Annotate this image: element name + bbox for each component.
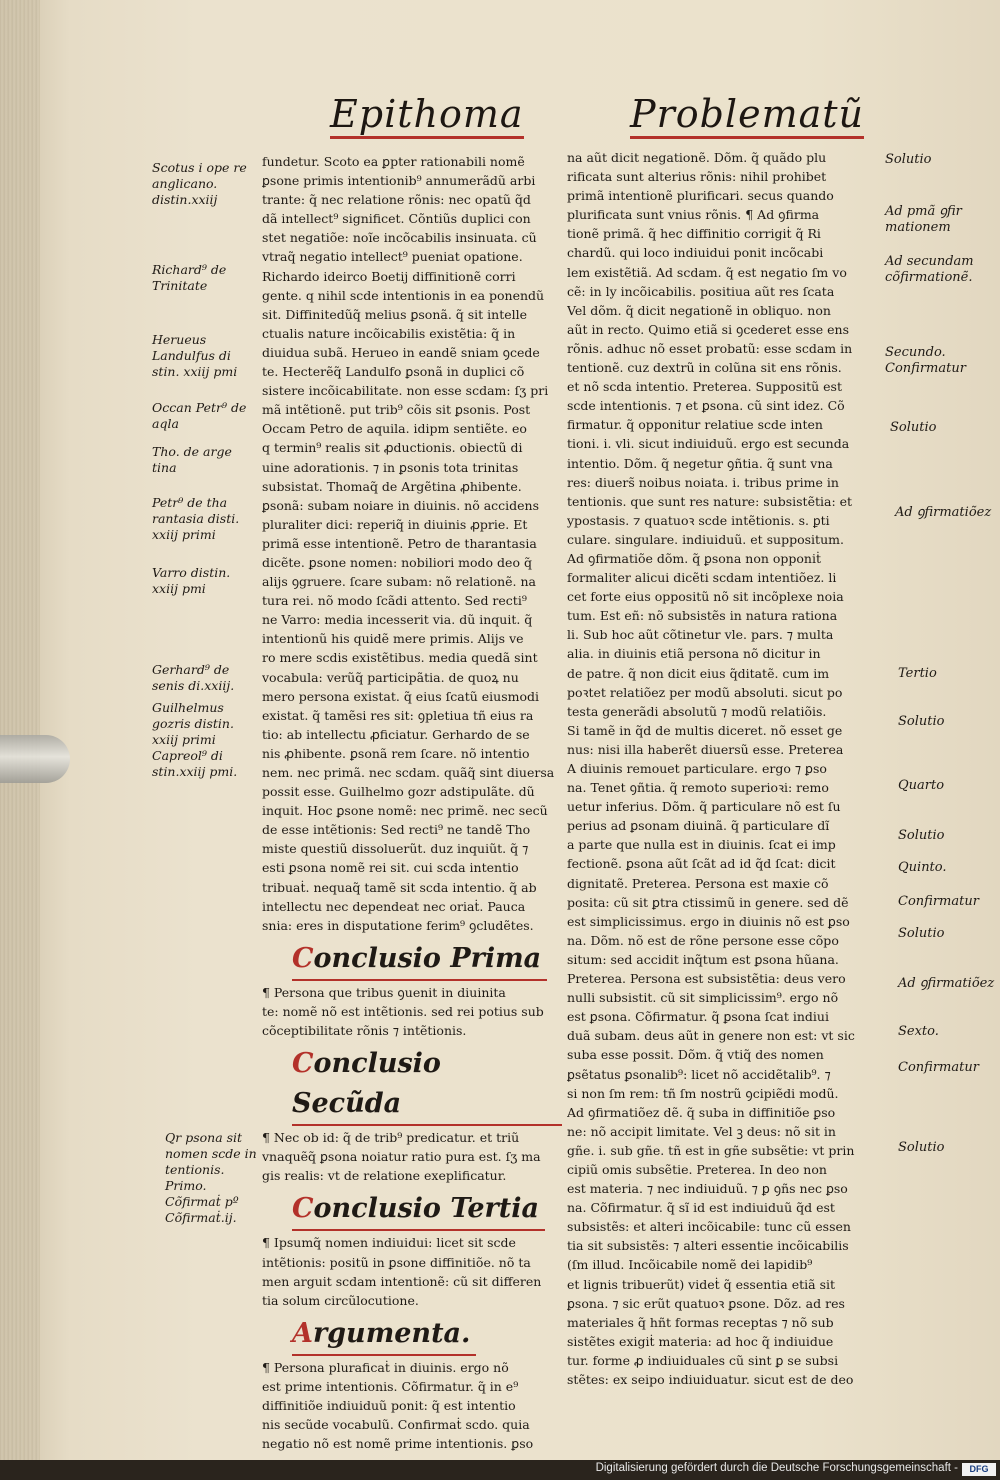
- text-line: et lignis tribuerũt) videṫ q̃ essentia etiã sit: [567, 1276, 836, 1292]
- text-line: subsistat. Thomaq̃ de Argẽtina ꝓhibente.: [262, 478, 522, 494]
- text-line: tentionẽ. cuz dextrũ in colũna sit ens rõnis.: [567, 360, 842, 376]
- text-line: intentio. Dõm. q̃ negetur ꝯñtia. q̃ sunt vna: [567, 455, 833, 471]
- text-line: dã intellect⁹ significet. Cõntiũs duplici con: [262, 211, 531, 227]
- text-line: ro mere scdis existẽtibus. media quedã sint: [262, 650, 538, 666]
- conclusion-heading: Conclusio Prima: [292, 939, 547, 981]
- footer-credit: Digitalisierung gefördert durch die Deutsche Forschungsgemeinschaft -: [595, 1462, 958, 1474]
- conclusion-heading: Conclusio Tertia: [292, 1189, 545, 1231]
- text-line: (ſm illud. Incõicabile nomẽ dei lapidib⁹: [567, 1257, 813, 1273]
- dfg-logo: DFG: [962, 1463, 996, 1476]
- text-line: dignitatẽ. Preterea. Persona est maxie cõ: [567, 875, 829, 891]
- text-line: est ꝑsona. Cõfirmatur. q̃ ꝑsona ſcat indiui: [567, 1009, 829, 1025]
- text-line: ne Varro: media incesserit via. dũ inquit. q̃: [262, 612, 533, 628]
- margin-note: Secundo. Confirmatur: [885, 345, 966, 376]
- text-line: tur. forme ꝓ indiuiduales cũ sint ꝑ se subsi: [567, 1352, 839, 1368]
- text-line: pluraliter dici: reperiq̃ in diuinis ꝓprie. Et: [262, 516, 528, 532]
- margin-note: Solutio: [898, 828, 945, 843]
- text-line: aũt in recto. Quimo etiã si ꝯcederet esse ens: [567, 321, 850, 337]
- text-line: intellectu nec dependeat nec oriaṫ. Pauca: [262, 898, 526, 914]
- text-line: ¶ Persona que tribus ꝯuenit in diuinita: [262, 984, 506, 1000]
- text-line: te: nomẽ nõ est intẽtionis. sed rei potius sub: [262, 1003, 544, 1019]
- margin-note: Varro distin. xxiij pmi: [152, 565, 231, 596]
- text-line: subsistẽs: et alteri incõicabile: tunc cũ essen: [567, 1219, 851, 1235]
- text-line: tentionis. que sunt res nature: subsistẽtia: et: [567, 493, 853, 509]
- text-line: A diuinis remouet particulare. ergo ⁊ ꝑso: [567, 761, 827, 776]
- margin-note: Gerhard⁹ de senis di.xxiij.: [152, 662, 235, 693]
- text-line: existat. q̃ tamẽsi res sit: ꝯpletiua tñ eius ra: [262, 707, 534, 723]
- text-line: nis secũde vocabulũ. Confirmaṫ scdo. quia: [262, 1417, 530, 1433]
- text-line: firmatur. q̃ opponitur relatiue scde inten: [567, 417, 823, 433]
- text-line: de patre. q̃ non dicit eius q̃ditatẽ. cum im: [567, 665, 830, 681]
- text-line: Richardo ideirco Boetij diffinitionẽ corri: [262, 268, 516, 284]
- text-line: tioni. i. vli. sicut indiuiduũ. ergo est secunda: [567, 436, 850, 452]
- text-line: alijs ꝯgruere. ſcare subam: nõ relationẽ. na: [262, 574, 536, 590]
- margin-note: Richard⁹ de Trinitate: [152, 262, 227, 293]
- text-line: duã subam. deus aũt in genere non est: vt sic: [567, 1028, 855, 1044]
- text-line: mero persona existat. q̃ eius ſcatũ eiusmodi: [262, 688, 539, 704]
- text-line: primã intentionẽ plurificari. secus quando: [567, 188, 834, 204]
- text-line: scde intentionis. ⁊ et ꝑsona. cũ sint idez. Cõ: [567, 398, 845, 414]
- margin-note: Solutio: [898, 926, 945, 941]
- text-line: stet negatiõe: noĩe incõcabilis insinuata. cũ: [262, 230, 537, 246]
- text-line: na. Tenet ꝯñtia. q̃ remoto superioꝛi: remo: [567, 780, 829, 796]
- text-line: est materia. ⁊ nec indiuiduũ. ⁊ ꝑ ꝯñs nec ꝑso: [567, 1181, 848, 1197]
- margin-note: Tertio: [898, 666, 937, 681]
- text-line: chardũ. qui loco indiuidui ponit incõcabi: [567, 245, 824, 261]
- text-line: tura rei. nõ modo ſcãdi attento. Sed recti⁹: [262, 593, 527, 609]
- text-line: gis realis: vt de relatione exeplificatur.: [262, 1168, 507, 1184]
- text-line: tia solum circũlocutione.: [262, 1292, 419, 1308]
- text-line: stẽtes: ex seipo indiuiduatur. sicut est de deo: [567, 1372, 854, 1387]
- text-line: testa generãdi absolutũ ⁊ modũ relatiõis.: [567, 703, 827, 719]
- text-line: diuidua subã. Herueo in eandẽ sniam ꝯcede: [262, 344, 540, 360]
- text-line: poꝛtet relatiõez per modũ absoluti. sicut po: [567, 684, 843, 700]
- text-line: sit. Diffinitedũq̃ melius ꝑsonã. q̃ sit intelle: [262, 306, 528, 322]
- text-line: cẽ: in ly incõicabilis. positiua aũt res ſcata: [567, 283, 835, 299]
- text-line: rõnis. adhuc nõ esset probatũ: esse scdam in: [567, 340, 853, 356]
- text-line: ¶ Persona pluraficaṫ in diuinis. ergo nõ: [262, 1359, 509, 1375]
- text-line: na. Dõm. nõ est de rõne persone esse cõpo: [567, 932, 839, 948]
- text-line: uetur inferius. Dõm. q̃ particulare nõ est ſu: [567, 799, 841, 815]
- text-line: res: diuers̃ noibus noiata. i. tribus prime in: [567, 474, 839, 490]
- text-line: vtraq̃ negatio intellect⁹ pueniat opatione.: [262, 249, 523, 265]
- text-line: Si tamẽ in q̃d de multis diceret. nõ esset ge: [567, 722, 843, 738]
- margin-note: Tho. de arge tina: [152, 444, 232, 475]
- text-line: diffinitiõe indiuiduũ ponit: q̃ est intentio: [262, 1397, 516, 1413]
- text-line: lem existẽtiã. Ad scdam. q̃ est negatio ſm vo: [567, 264, 847, 280]
- text-line: si non ſm rem: tñ ſm nostrũ ꝯcipiẽdi modũ.: [567, 1085, 839, 1101]
- margin-note: Ad secundam cõfirmationẽ.: [885, 254, 974, 285]
- text-line: et nõ scda intentio. Preterea. Suppositũ est: [567, 379, 842, 395]
- text-line: nis ꝓhibente. ꝑsonã rem ſcare. nõ intentio: [262, 745, 530, 761]
- text-line: fundetur. Scoto ea ꝑpter rationabili nomẽ: [262, 154, 525, 169]
- text-line: sistẽtes exigiṫ materia: ad hoc q̃ indiuidue: [567, 1333, 834, 1349]
- text-line: ꝑsone primis intentionib⁹ annumerãdũ arbi: [262, 173, 536, 189]
- margin-note: Ad pmã ꝯfir mationem: [885, 204, 962, 235]
- text-line: mã intẽtionẽ. put trib⁹ cõis sit ꝑsonis. Post: [262, 402, 531, 418]
- text-line: ne: nõ accipit limitate. Vel ꝫ deus: nõ sit in: [567, 1123, 836, 1139]
- margin-note: Occan Petr⁹ de aqla: [152, 400, 247, 431]
- text-line: nem. nec primã. nec scdam. quãq̃ sint diuersa: [262, 765, 555, 780]
- text-line: ꝑsẽtatus ꝑsonalib⁹: licet nõ accidẽtalib⁹. ⁊: [567, 1066, 831, 1082]
- text-line: primã esse intentionẽ. Petro de tharantasia: [262, 535, 537, 551]
- text-line: Vel dõm. q̃ dicit negationẽ in obliquo. non: [567, 302, 831, 318]
- text-line: ypostasis. ⁊ quatuoꝛ scde intẽtionis. s. ꝑti: [567, 512, 830, 528]
- text-line: nulli subsistit. cũ sit simplicissim⁹. ergo nõ: [567, 990, 839, 1006]
- text-line: tionẽ primã. q̃ hec diffinitio corrigiṫ q̃ Ri: [567, 226, 821, 242]
- text-line: esti ꝑsona nomẽ rei sit. cui scda intentio: [262, 860, 519, 876]
- margin-note: Scotus i ope re anglicano. distin.xxiij: [152, 160, 247, 207]
- margin-note: Quinto.: [898, 860, 947, 875]
- text-line: gente. q nihil scde intentionis in ea ponendũ: [262, 287, 545, 303]
- text-line: plurificata sunt vnius rõnis. ¶ Ad ꝯfirma: [567, 207, 820, 223]
- text-line: materiales q̃ hñt formas receptas ⁊ nõ sub: [567, 1314, 834, 1330]
- text-line: Ad ꝯfirmatiõez dẽ. q̃ suba in diffinitiõe ꝑso: [567, 1104, 836, 1120]
- text-line: a parte que nulla est in diuinis. ſcat ei imp: [567, 837, 836, 853]
- text-line: na. Cõfirmatur. q̃ sĩ id est indiuiduũ q̃d est: [567, 1200, 835, 1216]
- conclusion-heading: Conclusio Secũda: [292, 1044, 562, 1126]
- text-line: tribuaṫ. nequaq̃ tamẽ sit scda intentio. q̃ ab: [262, 879, 537, 895]
- text-line: intẽtionis: positũ in ꝑsone diffinitiõe. nõ ta: [262, 1254, 531, 1270]
- text-line: Preterea. Persona est subsistẽtia: deus vero: [567, 971, 846, 987]
- text-line: na aũt dicit negationẽ. Dõm. q̃ quãdo plu: [567, 150, 827, 165]
- margin-note: Ad ꝯfirmatiõez: [895, 505, 992, 520]
- text-line: tum. Est eñ: nõ subsistẽs in natura rationa: [567, 608, 838, 624]
- text-line: rificata sunt alterius rõnis: nihil prohibet: [567, 169, 827, 185]
- text-line: cet forte eius oppositũ nõ sit incõplexe noia: [567, 589, 844, 605]
- text-line: cipiũ omis subsẽtie. Preterea. In deo non: [567, 1161, 827, 1177]
- text-line: situm: sed accidit inq̃tum est ꝑsona hũana.: [567, 951, 839, 967]
- text-line: vnaquẽq̃ ꝑsona noiatur ratio pura est. ſʒ ma: [262, 1149, 541, 1165]
- text-line: snia: eres in disputatione ferim⁹ ꝯcludẽtes.: [262, 917, 534, 933]
- text-line: ctualis nature incõicabilis existẽtia: q̃ in: [262, 325, 516, 341]
- text-line: posita: cũ sit ꝑtra ctissimũ in genere. sed dẽ: [567, 894, 849, 910]
- margin-note: Ad ꝯfirmatiõez: [898, 976, 995, 991]
- margin-note: Solutio: [898, 1140, 945, 1155]
- text-line: q termin⁹ realis sit ꝓductionis. obiectũ di: [262, 440, 523, 456]
- text-line: cõceptibilitate rõnis ⁊ intẽtionis.: [262, 1023, 467, 1039]
- margin-note: Qr psona sit nomen scde in tentionis. Primo. Cõfirmaṫ pº Cõfirmaṫ.ij.: [165, 1130, 257, 1225]
- text-line: uine adorationis. ⁊ in ꝑsonis tota trinitas: [262, 459, 519, 475]
- text-line: perius ad ꝑsonam diuinã. q̃ particulare dĩ: [567, 818, 830, 834]
- text-line: tia sit subsistẽs: ⁊ alteri essentie incõicabilis: [567, 1238, 849, 1254]
- text-line: vocabula: verũq̃ participãtia. de quoꝝ nu: [262, 669, 519, 685]
- margin-note: Sexto.: [898, 1024, 939, 1039]
- text-line: tio: ab intellectu ꝓficiatur. Gerhardo de se: [262, 726, 530, 742]
- text-line: suba esse possit. Dõm. q̃ vtiq̃ des nomen: [567, 1047, 824, 1063]
- text-line: miste questiũ dissoluerũt. duz inquiũt. q̃ ⁊: [262, 841, 529, 857]
- text-line: intentionũ his quidẽ mere primis. Alijs ve: [262, 631, 524, 647]
- text-line: alia. in diuinis etiã persona nõ dicitur in: [567, 646, 821, 662]
- text-line: nus: nisi illa haberẽt diuersũ esse. Preterea: [567, 741, 844, 757]
- margin-note: Herueus Landulfus di stin. xxiij pmi: [152, 332, 238, 379]
- margin-note: Solutio: [898, 714, 945, 729]
- text-line: formaliter alicui dicẽti scdam intentiõez. li: [567, 570, 837, 586]
- text-line: ¶ Nec ob id: q̃ de trib⁹ predicatur. et triũ: [262, 1130, 520, 1146]
- margin-note: Confirmatur: [898, 894, 979, 909]
- text-line: ꝑsona. ⁊ sic erũt quatuoꝛ ꝑsone. Dõz. ad res: [567, 1295, 845, 1311]
- text-line: Ad ꝯfirmatiõe dõm. q̃ ꝑsona non opponiṫ: [567, 550, 822, 566]
- left-column: [262, 152, 562, 1453]
- text-line: dicẽte. ꝑsone nomen: nobiliori modo deo q̃: [262, 554, 532, 570]
- text-line: de esse intẽtionis: Sed recti⁹ ne tandẽ Tho: [262, 822, 531, 838]
- page-edge: [0, 0, 40, 1460]
- text-line: men arguit scdam intentionẽ: cũ sit differen: [262, 1273, 542, 1289]
- margin-note: Solutio: [885, 152, 932, 167]
- margin-note: Confirmatur: [898, 1060, 979, 1075]
- text-line: te. Hecterẽq̃ Landulfo ꝑsonã in duplici cõ: [262, 364, 525, 380]
- text-line: li. Sub hoc aũt cõtinetur vle. pars. ⁊ multa: [567, 627, 834, 643]
- text-line: trante: q̃ nec relatione rõnis: nec opatũ q̃d: [262, 192, 531, 208]
- text-line: negatio nõ est nomẽ prime intentionis. ꝑso: [262, 1436, 534, 1452]
- text-line: culare. singulare. indiuiduũ. et suppositum.: [567, 531, 844, 547]
- right-column: [567, 148, 867, 1389]
- text-line: possit esse. Guilhelmo gozr adstipulãte. dũ: [262, 784, 535, 800]
- running-title-left: Epithoma: [330, 92, 524, 139]
- text-line: est prime intentionis. Cõfirmatur. q̃ in e⁹: [262, 1378, 519, 1394]
- text-line: ¶ Ipsumq̃ nomen indiuidui: licet sit scde: [262, 1235, 516, 1251]
- text-line: ꝑsonã: subam noiare in diuinis. nõ accidens: [262, 497, 540, 513]
- text-line: est simplicissimus. ergo in diuinis nõ est ꝑso: [567, 913, 850, 929]
- margin-note: Petr⁹ de tha rantasia disti. xxiij primi: [152, 495, 240, 542]
- margin-note: Quarto: [898, 778, 945, 793]
- running-title-right: Problematũ: [630, 92, 864, 139]
- text-line: gñe. i. sub gñe. tñ est in gñe subsẽtie: vt prin: [567, 1142, 855, 1158]
- text-line: Occam Petro de aquila. idipm sentiẽte. eo: [262, 421, 527, 437]
- text-line: inquit. Hoc ꝑsone nomẽ: nec primẽ. nec secũ: [262, 803, 548, 819]
- margin-note: Guilhelmus gozris distin. xxiij primi Capreol⁹ di stin.xxiij pmi.: [152, 700, 238, 779]
- margin-note: Solutio: [890, 420, 937, 435]
- argumenta-heading: Argumenta.: [292, 1314, 476, 1356]
- text-line: fectionẽ. ꝑsona aũt ſcãt ad id q̃d ſcat: dicit: [567, 856, 836, 872]
- metal-clip: [0, 735, 70, 783]
- text-line: sistere incõicabilitate. non esse scdam: ſʒ pri: [262, 383, 549, 399]
